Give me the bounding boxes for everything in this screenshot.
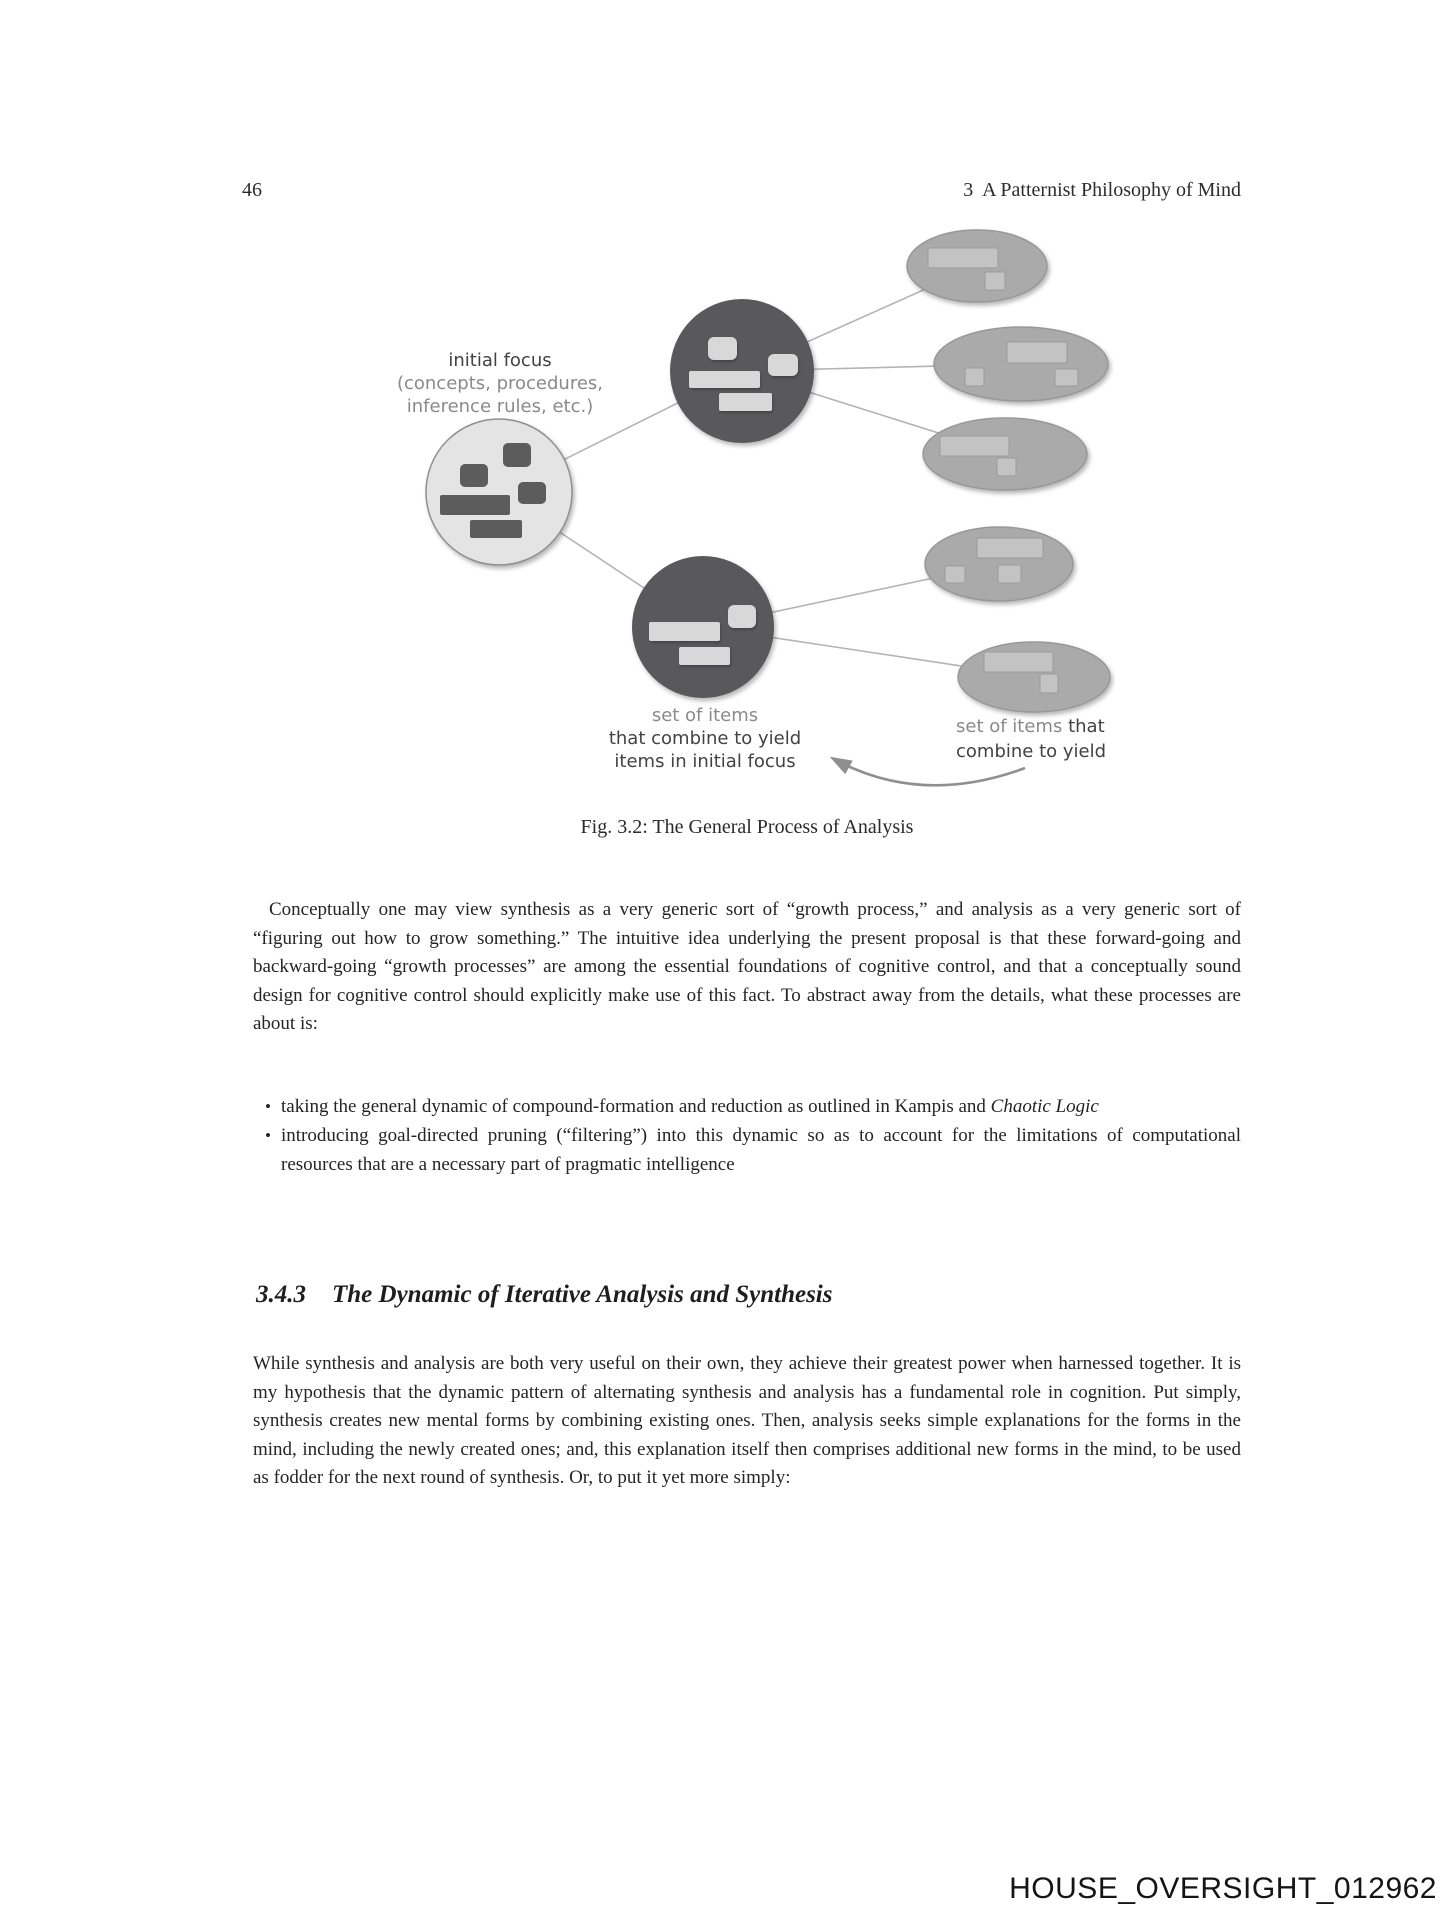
paragraph: Conceptually one may view synthesis as a very generic sort of “growth process,” and analysis as a very generic sort of “figuring out how to grow something.” The intuitive idea underlying the present proposal is that these forward-going and backward-going “growth processes” are among the essential foundations of cognitive control, and that a conceptually sound design for cognitive control should explicitly make use of this fact. To abstract away from the details, what these processes are about is: <box>253 899 1241 1034</box>
analysis-node-bottom <box>632 556 774 698</box>
label-line: combine to yield <box>956 741 1107 762</box>
figure-caption: Fig. 3.2: The General Process of Analysis <box>580 816 914 838</box>
item-set-ellipse-3 <box>923 418 1087 490</box>
bullet-icon: • <box>265 1126 271 1145</box>
section-title: The Dynamic of Iterative Analysis and Synthesis <box>332 1281 833 1308</box>
label-line: inference rules, etc.) <box>406 396 594 417</box>
label-line: that combine to yield <box>608 728 802 749</box>
bates-stamp: HOUSE_OVERSIGHT_012962 <box>1009 1872 1437 1905</box>
item-set-ellipse-1 <box>907 230 1047 302</box>
paragraph: While synthesis and analysis are both very useful on their own, they achieve their greatest power when harnessed together. It is my hypothesis that the dynamic pattern of alternating synthesis and analysis has a fundamental role in cognition. Put simply, synthesis creates new mental forms by combining existing ones. Then, analysis seeks simple explanations for the forms in the mind, including the newly created ones; and, this explanation itself then comprises additional new forms in the mind, to be used as fodder for the next round of synthesis. Or, to put it yet more simply: <box>253 1353 1241 1488</box>
list-item <box>253 1092 1241 1121</box>
right-set-label <box>956 714 1206 764</box>
label-line: (concepts, procedures, <box>396 373 604 394</box>
label-line: initial focus <box>448 350 552 371</box>
item-set-ellipse-2 <box>934 327 1108 401</box>
initial-focus-node <box>426 419 572 565</box>
list-item <box>253 1121 1241 1179</box>
label-line: set of items that <box>956 716 1105 737</box>
label-line: items in initial focus <box>614 751 796 772</box>
section-heading <box>256 1281 1244 1309</box>
analysis-node-top <box>670 299 814 443</box>
running-header: 3 A Patternist Philosophy of Mind <box>963 179 1241 201</box>
bullet-text: introducing goal-directed pruning (“filtering”) into this dynamic so as to account for the limitations of computational resources that are a necessary part of pragmatic intelligence <box>281 1125 1241 1175</box>
bullet-icon: • <box>265 1097 271 1116</box>
label-line: set of items <box>651 705 759 726</box>
section-number: 3.4.3 <box>256 1281 306 1308</box>
item-set-ellipse-4 <box>925 527 1073 601</box>
page-number: 46 <box>242 179 262 201</box>
initial-focus-label <box>330 349 670 418</box>
left-set-label <box>555 704 855 773</box>
bullet-text: taking the general dynamic of compound-formation and reduction as outlined in Kampis and Chaotic Logic <box>281 1096 1099 1117</box>
item-set-ellipse-5 <box>958 642 1110 712</box>
bullet-list <box>253 1092 1241 1179</box>
